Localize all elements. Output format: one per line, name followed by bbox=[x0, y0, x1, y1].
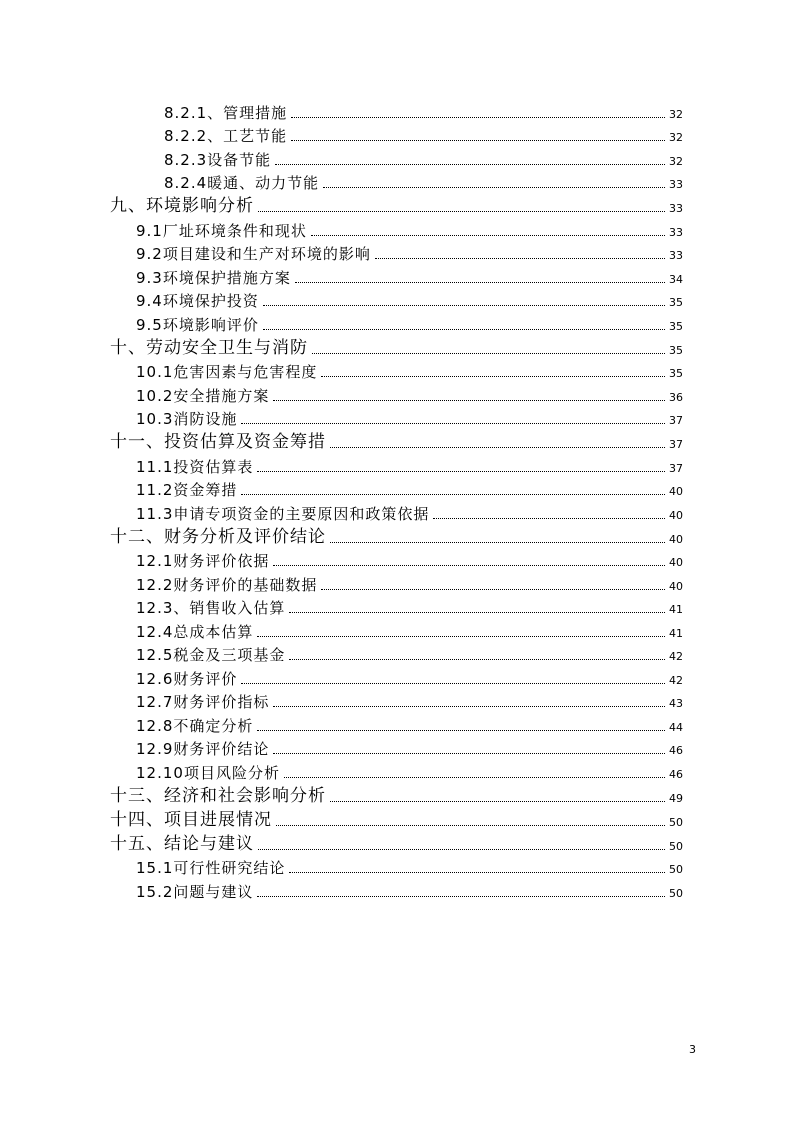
toc-entry-page: 35 bbox=[669, 343, 683, 357]
toc-entry[interactable] bbox=[0, 476, 794, 500]
toc-entry-title: 15.2问题与建议 bbox=[136, 882, 254, 901]
toc-entry-page: 46 bbox=[669, 744, 683, 757]
toc-entry-title: 9.5环境影响评价 bbox=[136, 315, 259, 334]
toc-dot-leader bbox=[258, 210, 665, 212]
toc-entry[interactable] bbox=[0, 310, 794, 334]
toc-entry[interactable] bbox=[0, 263, 794, 287]
toc-entry[interactable] bbox=[0, 877, 794, 901]
toc-entry[interactable] bbox=[0, 782, 794, 806]
toc-entry-title: 10.2安全措施方案 bbox=[136, 386, 270, 405]
toc-dot-leader bbox=[257, 635, 665, 637]
toc-entry[interactable] bbox=[0, 499, 794, 523]
toc-entry-page: 37 bbox=[669, 461, 683, 475]
toc-entry-title: 十、劳动安全卫生与消防 bbox=[110, 337, 308, 358]
toc-dot-leader bbox=[289, 611, 665, 613]
toc-entry-title: 12.7财务评价指标 bbox=[136, 693, 270, 711]
toc-entry-title: 9.1厂址环境条件和现状 bbox=[136, 221, 307, 240]
toc-entry-title: 9.3环境保护措施方案 bbox=[136, 268, 291, 287]
toc-entry-page: 50 bbox=[669, 839, 683, 853]
toc-dot-leader bbox=[433, 517, 665, 519]
toc-dot-leader bbox=[276, 824, 665, 826]
toc-dot-leader bbox=[258, 848, 665, 850]
toc-dot-leader bbox=[295, 281, 665, 283]
toc-entry-page: 49 bbox=[669, 791, 683, 805]
toc-entry-page: 40 bbox=[669, 508, 683, 522]
toc-entry-title: 十二、财务分析及评价结论 bbox=[110, 526, 326, 547]
toc-entry[interactable] bbox=[0, 854, 794, 878]
toc-dot-leader bbox=[273, 564, 665, 566]
toc-entry-page: 35 bbox=[669, 296, 683, 309]
toc-entry[interactable] bbox=[0, 405, 794, 429]
toc-entry[interactable] bbox=[0, 122, 794, 146]
toc-dot-leader bbox=[330, 800, 665, 802]
toc-entry-title: 12.8不确定分析 bbox=[136, 716, 254, 735]
toc-entry-page: 46 bbox=[669, 767, 683, 781]
toc-entry-title: 8.2.1、管理措施 bbox=[164, 103, 288, 122]
toc-entry-page: 42 bbox=[669, 673, 683, 687]
toc-entry[interactable] bbox=[0, 358, 794, 382]
toc-entry-page: 34 bbox=[669, 272, 683, 286]
toc-entry-title: 10.1危害因素与危害程度 bbox=[136, 363, 318, 381]
toc-entry-title: 12.5税金及三项基金 bbox=[136, 646, 286, 664]
toc-entry-page: 41 bbox=[669, 626, 683, 640]
toc-dot-leader bbox=[291, 116, 665, 118]
toc-entry-title: 11.3申请专项资金的主要原因和政策依据 bbox=[136, 504, 430, 523]
toc-entry-page: 33 bbox=[669, 249, 683, 262]
toc-entry[interactable] bbox=[0, 547, 794, 571]
toc-entry[interactable] bbox=[0, 240, 794, 264]
toc-entry[interactable] bbox=[0, 758, 794, 782]
toc-entry[interactable] bbox=[0, 192, 794, 216]
toc-entry-title: 12.1财务评价依据 bbox=[136, 552, 270, 570]
toc-dot-leader bbox=[263, 328, 665, 330]
toc-entry[interactable] bbox=[0, 145, 794, 169]
toc-entry-page: 50 bbox=[669, 815, 683, 829]
toc-dot-leader bbox=[330, 541, 665, 543]
toc-dot-leader bbox=[273, 705, 665, 707]
toc-dot-leader bbox=[291, 139, 665, 141]
toc-dot-leader bbox=[273, 399, 665, 401]
toc-entry-title: 11.2资金筹措 bbox=[136, 481, 238, 499]
toc-entry-page: 33 bbox=[669, 202, 683, 215]
toc-entry-page: 42 bbox=[669, 650, 683, 663]
table-of-contents bbox=[0, 98, 794, 901]
toc-dot-leader bbox=[275, 163, 665, 165]
toc-entry-page: 32 bbox=[669, 131, 683, 144]
toc-entry-title: 11.1投资估算表 bbox=[136, 457, 254, 476]
toc-entry-title: 15.1可行性研究结论 bbox=[136, 859, 286, 877]
toc-dot-leader bbox=[257, 470, 665, 472]
toc-entry-page: 35 bbox=[669, 367, 683, 380]
toc-entry-page: 40 bbox=[669, 556, 683, 569]
toc-entry[interactable] bbox=[0, 287, 794, 311]
toc-dot-leader bbox=[257, 895, 665, 897]
toc-entry-title: 10.3消防设施 bbox=[136, 410, 238, 428]
toc-entry-title: 9.4环境保护投资 bbox=[136, 292, 259, 310]
toc-dot-leader bbox=[284, 776, 665, 778]
toc-entry[interactable] bbox=[0, 735, 794, 759]
toc-dot-leader bbox=[323, 186, 665, 188]
toc-entry-page: 43 bbox=[669, 697, 683, 710]
toc-entry-title: 十四、项目进展情况 bbox=[110, 809, 272, 830]
toc-entry[interactable] bbox=[0, 334, 794, 358]
toc-entry-title: 8.2.4暖通、动力节能 bbox=[164, 174, 320, 192]
toc-dot-leader bbox=[289, 871, 665, 873]
toc-entry[interactable] bbox=[0, 169, 794, 193]
toc-entry-title: 12.10项目风险分析 bbox=[136, 763, 280, 782]
toc-dot-leader bbox=[375, 257, 665, 259]
toc-entry-title: 8.2.3设备节能 bbox=[164, 150, 272, 169]
toc-dot-leader bbox=[311, 234, 665, 236]
toc-entry-title: 九、环境影响分析 bbox=[110, 196, 254, 216]
toc-entry-page: 33 bbox=[669, 178, 683, 191]
toc-list bbox=[0, 98, 794, 901]
toc-entry[interactable] bbox=[0, 428, 794, 452]
toc-entry[interactable] bbox=[0, 98, 794, 122]
toc-entry[interactable] bbox=[0, 452, 794, 476]
toc-dot-leader bbox=[321, 375, 665, 377]
toc-entry-page: 40 bbox=[669, 532, 683, 546]
toc-entry-page: 33 bbox=[669, 225, 683, 239]
toc-entry-title: 十五、结论与建议 bbox=[110, 833, 254, 854]
toc-entry[interactable] bbox=[0, 664, 794, 688]
toc-entry[interactable] bbox=[0, 570, 794, 594]
toc-entry-page: 50 bbox=[669, 863, 683, 876]
toc-entry-title: 12.2财务评价的基础数据 bbox=[136, 575, 318, 594]
toc-entry-page: 32 bbox=[669, 107, 683, 121]
toc-dot-leader bbox=[273, 752, 665, 754]
toc-entry-page: 50 bbox=[669, 886, 683, 900]
toc-entry[interactable] bbox=[0, 617, 794, 641]
toc-dot-leader bbox=[312, 352, 665, 354]
toc-dot-leader bbox=[241, 493, 665, 495]
toc-entry-title: 9.2项目建设和生产对环境的影响 bbox=[136, 245, 371, 263]
toc-entry-title: 12.3、销售收入估算 bbox=[136, 599, 286, 617]
toc-entry-page: 44 bbox=[669, 720, 683, 734]
toc-entry-page: 37 bbox=[669, 414, 683, 427]
toc-entry-title: 8.2.2、工艺节能 bbox=[164, 127, 288, 145]
toc-entry-page: 41 bbox=[669, 603, 683, 616]
toc-dot-leader bbox=[321, 588, 665, 590]
toc-entry-title: 12.6财务评价 bbox=[136, 669, 238, 688]
toc-entry-page: 40 bbox=[669, 579, 683, 593]
toc-entry[interactable] bbox=[0, 830, 794, 854]
toc-entry-title: 12.9财务评价结论 bbox=[136, 740, 270, 758]
toc-dot-leader bbox=[241, 682, 665, 684]
toc-dot-leader bbox=[241, 422, 665, 424]
toc-entry[interactable] bbox=[0, 216, 794, 240]
toc-entry-title: 十一、投资估算及资金筹措 bbox=[110, 432, 326, 452]
toc-dot-leader bbox=[263, 304, 665, 306]
page-number: 3 bbox=[689, 1043, 696, 1056]
toc-entry-page: 37 bbox=[669, 438, 683, 451]
toc-entry[interactable] bbox=[0, 641, 794, 665]
toc-entry[interactable] bbox=[0, 523, 794, 547]
toc-entry[interactable] bbox=[0, 688, 794, 712]
toc-entry-page: 40 bbox=[669, 485, 683, 498]
toc-entry[interactable] bbox=[0, 711, 794, 735]
toc-dot-leader bbox=[330, 446, 665, 448]
toc-entry[interactable] bbox=[0, 381, 794, 405]
toc-entry-title: 12.4总成本估算 bbox=[136, 622, 254, 641]
toc-entry-page: 32 bbox=[669, 154, 683, 168]
toc-entry-page: 36 bbox=[669, 390, 683, 404]
toc-dot-leader bbox=[257, 729, 665, 731]
toc-dot-leader bbox=[289, 658, 665, 660]
toc-entry[interactable] bbox=[0, 594, 794, 618]
toc-entry-title: 十三、经济和社会影响分析 bbox=[110, 785, 326, 806]
toc-entry-page: 35 bbox=[669, 319, 683, 333]
toc-entry[interactable] bbox=[0, 806, 794, 830]
